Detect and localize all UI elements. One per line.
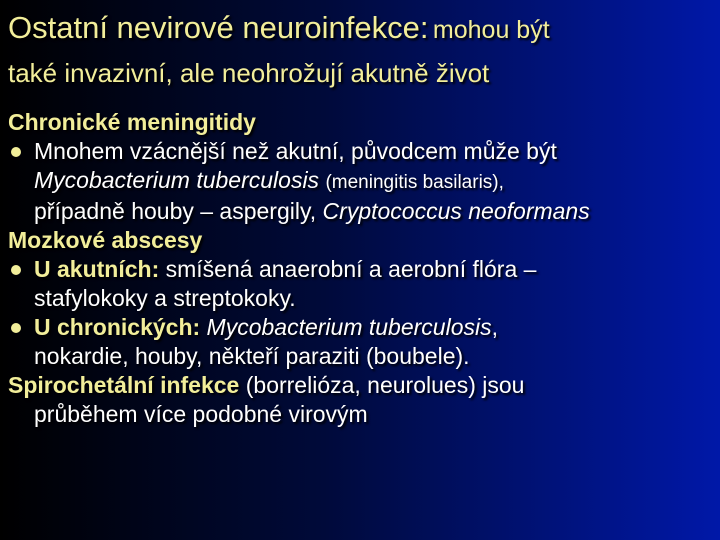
slide-content <box>8 108 716 429</box>
bullet-chronic-abscess <box>8 313 716 371</box>
spirochete-paragraph <box>8 371 716 429</box>
bullet-line <box>34 197 716 226</box>
title-main: Ostatní nevirové neuroinfekce: <box>8 10 429 45</box>
bullet-line <box>34 255 716 284</box>
bullet-label: U akutních: <box>34 256 160 282</box>
bullet-label: U chronických: <box>34 314 201 340</box>
bullet-line <box>34 342 716 371</box>
paragraph-text: průběhem více podobné virovým <box>34 401 368 427</box>
bullet-line <box>34 166 716 197</box>
bullet-text: případně houby – aspergily, <box>34 198 317 224</box>
title-tail: mohou být <box>432 16 550 44</box>
bullet-line <box>34 284 716 313</box>
bullet-line <box>34 313 716 342</box>
pathogen-name: Mycobacterium tuberculosis <box>34 167 320 193</box>
paragraph-text: (borrelióza, neurolues) jsou <box>245 372 525 398</box>
pathogen-name: Mycobacterium tuberculosis <box>206 314 492 340</box>
bullet-chronic-meningitis <box>8 137 716 226</box>
title-line-1 <box>8 10 550 46</box>
paragraph-line <box>8 400 716 429</box>
bullet-dot-icon <box>11 323 21 333</box>
pathogen-name: Cryptococcus neoformans <box>322 198 590 224</box>
bullet-text: Mnohem vzácnější než akutní, původcem může být <box>34 138 557 164</box>
bullet-text: nokardie, houby, někteří paraziti (boubele). <box>34 343 470 369</box>
bullet-dot-icon <box>11 265 21 275</box>
bullet-dot-icon <box>11 147 21 157</box>
title-line-2: také invazivní, ale neohrožují akutně život <box>8 58 490 88</box>
bullet-note: (meningitis basilaris), <box>325 172 504 193</box>
bullet-acute-abscess <box>8 255 716 313</box>
bullet-text: stafylokoky a streptokoky. <box>34 285 296 311</box>
bullet-line <box>34 137 716 166</box>
paragraph-line <box>8 371 716 400</box>
bullet-text: , <box>491 314 498 340</box>
bullet-text: smíšená anaerobní a aerobní flóra – <box>165 256 537 282</box>
heading-brain-abscess: Mozkové abscesy <box>8 227 203 253</box>
heading-chronic-meningitis: Chronické meningitidy <box>8 109 256 135</box>
heading-spirochete: Spirochetální infekce <box>8 372 240 398</box>
